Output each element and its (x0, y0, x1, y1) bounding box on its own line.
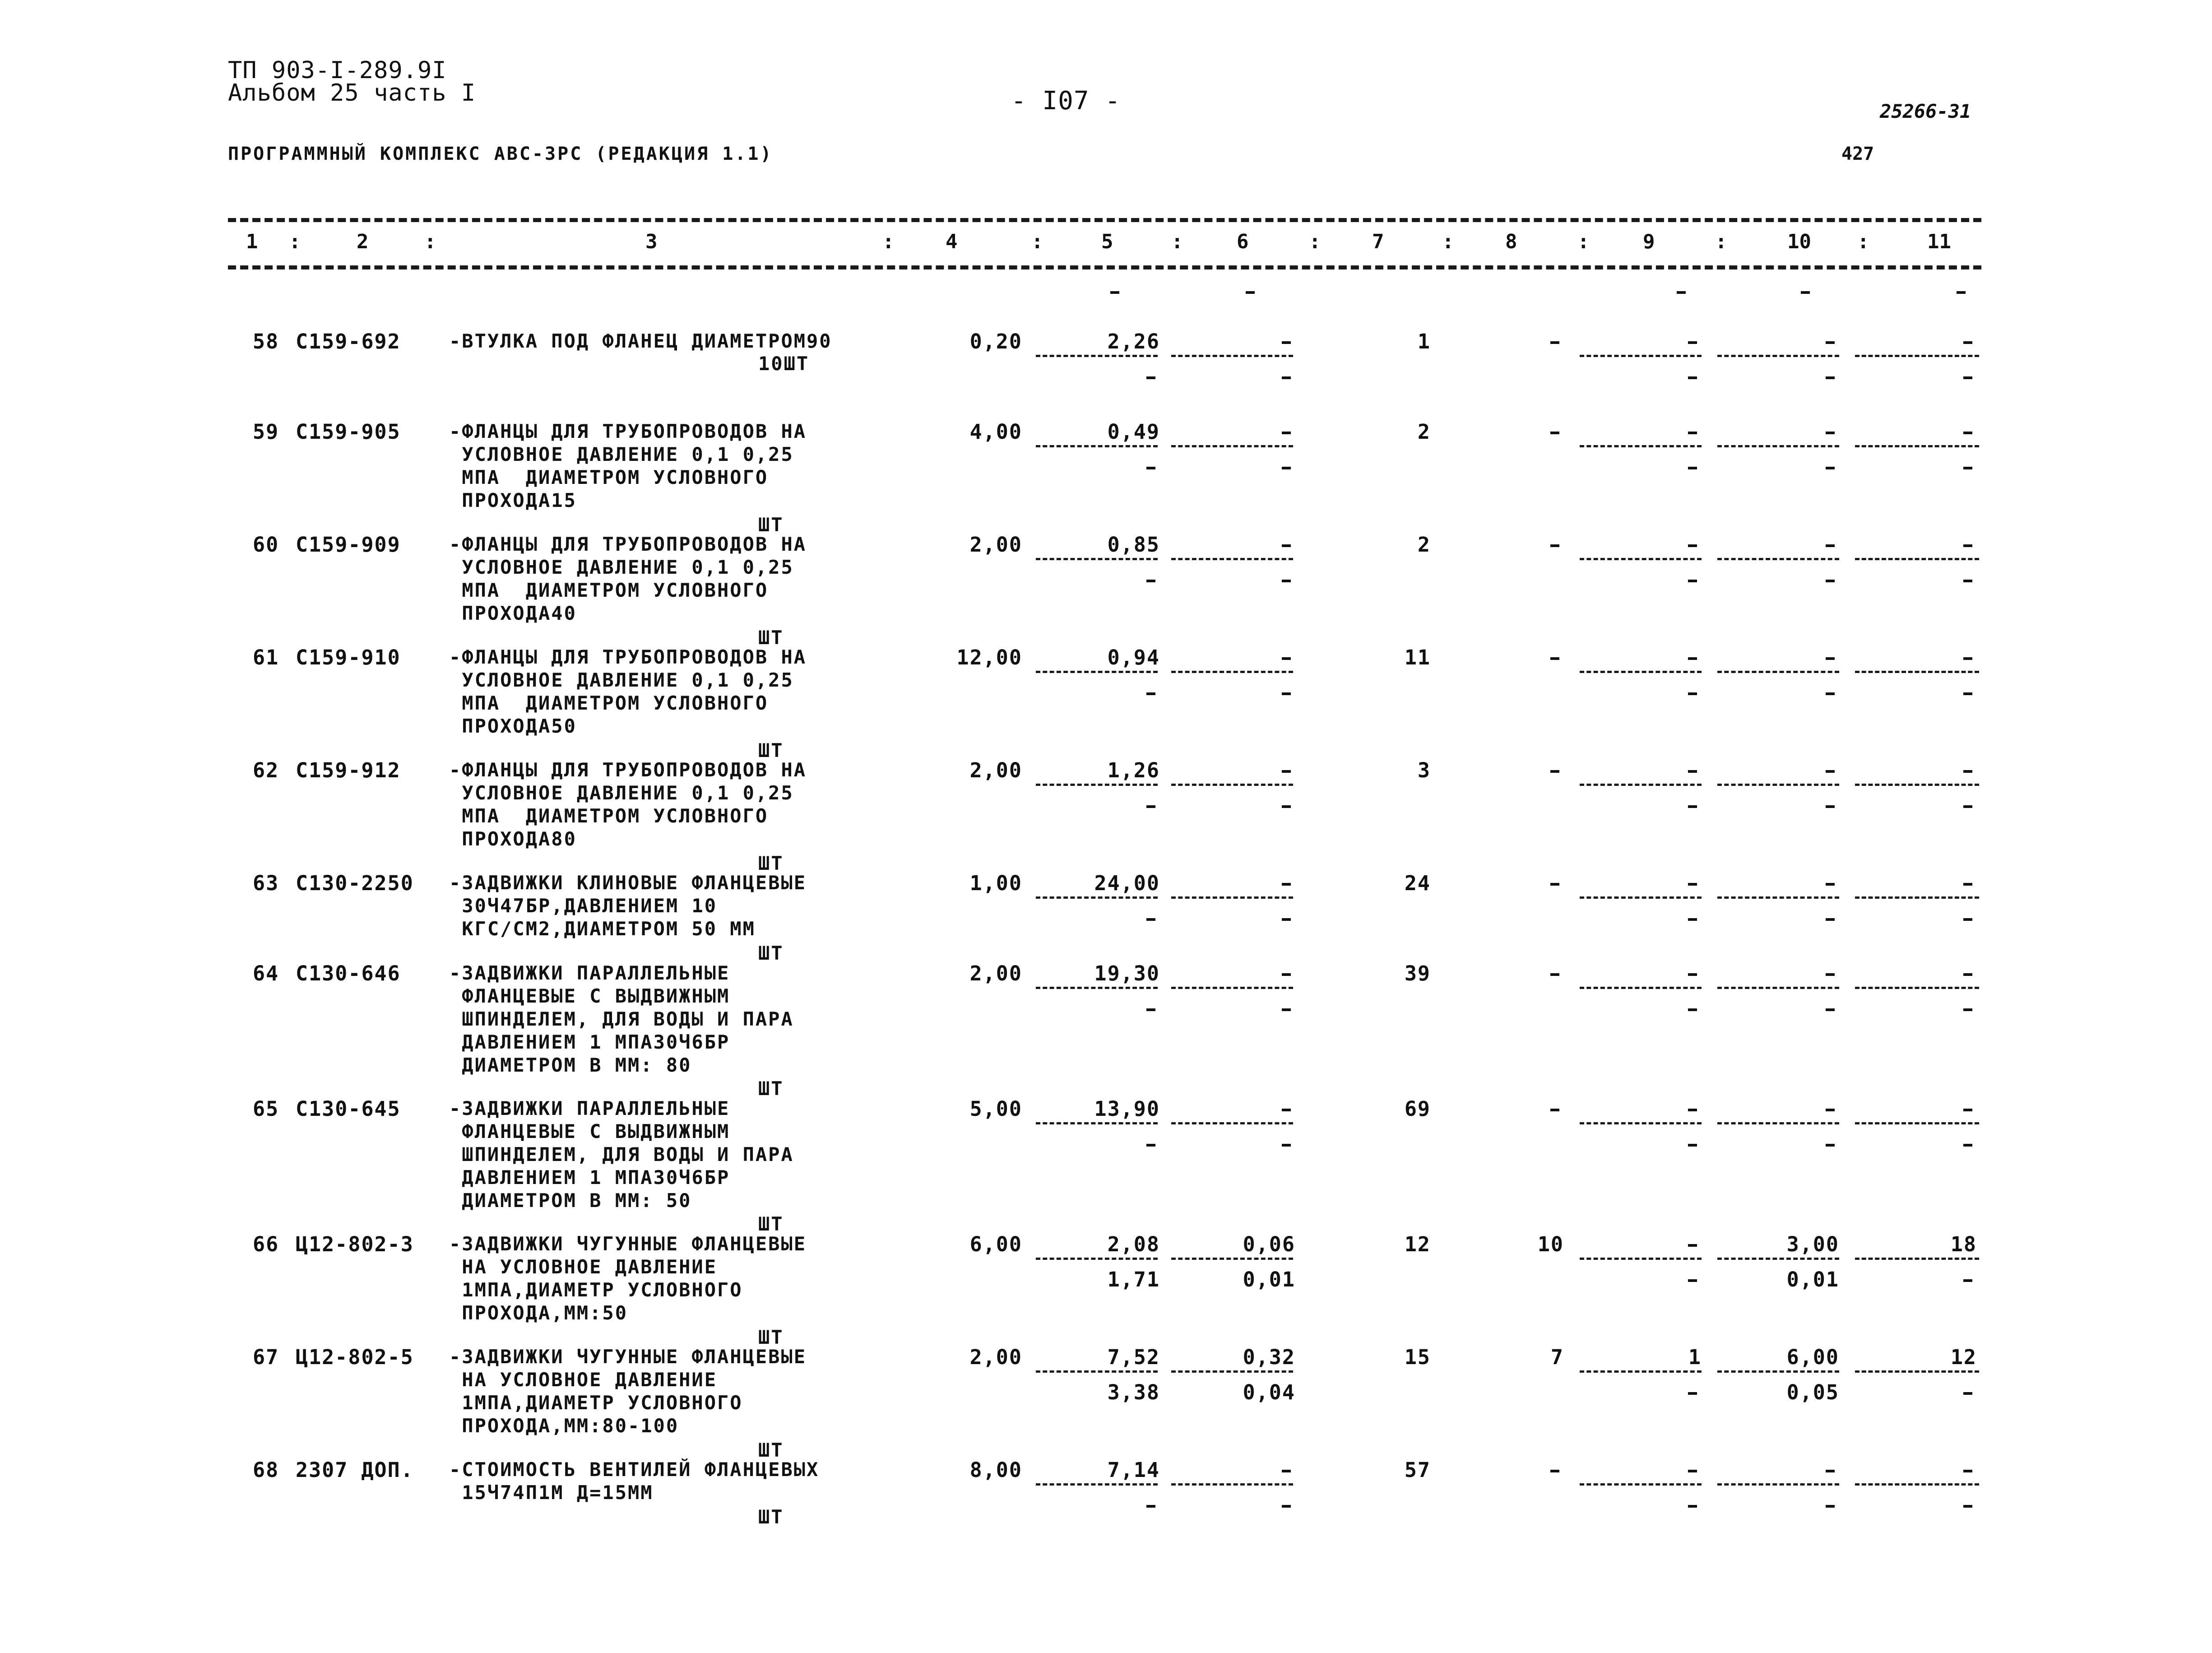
col7-value: 12 (1404, 1232, 1431, 1256)
column-number-4: 4 (946, 230, 958, 253)
col5-bottom: 1,71 (1107, 1268, 1160, 1291)
item-code: С159-692 (296, 330, 401, 353)
split-rule (1036, 784, 1158, 786)
split-rule (1036, 558, 1158, 560)
col10-bottom-dash (1826, 467, 1835, 469)
col9-top-dash (1688, 770, 1697, 773)
quantity: 8,00 (969, 1458, 1022, 1482)
col6-bottom: 0,01 (1243, 1268, 1295, 1291)
split-rule (1855, 1122, 1979, 1124)
item-description: -ЗАДВИЖКИ ЧУГУННЫЕ ФЛАНЦЕВЫЕ НА УСЛОВНОЕ ДАВЛЕНИЕ 1МПА,ДИАМЕТР УСЛОВНОГО ПРОХОДА,ММ:80-100 (449, 1346, 807, 1437)
col6-bottom-dash (1282, 376, 1291, 379)
item-code: С159-909 (296, 533, 401, 557)
col9-bottom-dash (1688, 1008, 1697, 1011)
split-rule (1717, 355, 1839, 357)
col11-top: 12 (1950, 1345, 1977, 1369)
column-separator: : (1857, 230, 1869, 253)
carry-dash-mark (1801, 291, 1810, 294)
col7-value: 15 (1404, 1345, 1431, 1369)
column-separator: : (1577, 230, 1590, 253)
col5-bottom-dash (1146, 805, 1155, 808)
column-separator: : (1442, 230, 1454, 253)
col8-value-dash (1550, 657, 1559, 660)
item-code: С159-905 (296, 420, 401, 444)
col7-value: 39 (1404, 961, 1431, 985)
quantity: 5,00 (969, 1097, 1022, 1121)
item-code: С159-910 (296, 645, 401, 669)
col5-top: 0,49 (1107, 420, 1160, 444)
column-number-3: 3 (645, 230, 658, 253)
col5-top: 0,85 (1107, 533, 1160, 557)
unit-of-measure: ШТ (758, 1077, 784, 1100)
row-number: 67 (253, 1345, 279, 1369)
item-description: -ЗАДВИЖКИ ЧУГУННЫЕ ФЛАНЦЕВЫЕ НА УСЛОВНОЕ ДАВЛЕНИЕ 1МПА,ДИАМЕТР УСЛОВНОГО ПРОХОДА,ММ:50 (449, 1233, 807, 1324)
split-rule (1855, 987, 1979, 989)
split-rule (1855, 1483, 1979, 1486)
col7-value: 2 (1417, 533, 1431, 557)
col11-top-dash (1963, 341, 1972, 344)
col6-bottom-dash (1282, 1505, 1291, 1508)
col11-top-dash (1963, 657, 1972, 660)
col10-top-dash (1826, 1109, 1835, 1111)
col7-value: 3 (1417, 758, 1431, 782)
col7-value: 69 (1404, 1097, 1431, 1121)
col10-top-dash (1826, 544, 1835, 547)
col6-bottom-dash (1282, 692, 1291, 695)
split-rule (1171, 896, 1293, 899)
col9-top-dash (1688, 432, 1697, 434)
column-number-5: 5 (1101, 230, 1113, 253)
split-rule (1855, 445, 1979, 447)
col6-top: 0,06 (1243, 1232, 1295, 1256)
col8-value-dash (1550, 341, 1559, 344)
item-description: -ФЛАНЦЫ ДЛЯ ТРУБОПРОВОДОВ НА УСЛОВНОЕ ДАВЛЕНИЕ 0,1 0,25 МПА ДИАМЕТРОМ УСЛОВНОГО ПРОХОДА50 (449, 646, 807, 737)
col7-value: 24 (1404, 871, 1431, 895)
column-separator: : (882, 230, 895, 253)
col5-top: 13,90 (1094, 1097, 1160, 1121)
column-number-10: 10 (1787, 230, 1811, 253)
row-number: 64 (253, 961, 279, 985)
col5-bottom-dash (1146, 1505, 1155, 1508)
col9-bottom-dash (1688, 376, 1697, 379)
col7-value: 2 (1417, 420, 1431, 444)
split-rule (1036, 1483, 1158, 1486)
item-code: С130-2250 (296, 871, 414, 895)
split-rule (1171, 445, 1293, 447)
item-description: -ЗАДВИЖКИ ПАРАЛЛЕЛЬНЫЕ ФЛАНЦЕВЫЕ С ВЫДВИЖНЫМ ШПИНДЕЛЕМ, ДЛЯ ВОДЫ И ПАРА ДАВЛЕНИЕМ 1 МПА30Ч6БР ДИАМЕТРОМ В ММ: 50 (449, 1097, 794, 1212)
row-number: 66 (253, 1232, 279, 1256)
col9-bottom-dash (1688, 692, 1697, 695)
col10-top: 3,00 (1786, 1232, 1839, 1256)
row-number: 59 (253, 420, 279, 444)
col11-top: 18 (1950, 1232, 1977, 1256)
row-number: 62 (253, 758, 279, 782)
quantity: 2,00 (969, 1345, 1022, 1369)
col9-top-dash (1688, 657, 1697, 660)
col8-value-dash (1550, 770, 1559, 773)
split-rule (1717, 445, 1839, 447)
col9-bottom-dash (1688, 918, 1697, 921)
col5-bottom-dash (1146, 692, 1155, 695)
split-rule (1036, 1370, 1158, 1373)
col10-top-dash (1826, 432, 1835, 434)
quantity: 2,00 (969, 961, 1022, 985)
col6-bottom-dash (1282, 1144, 1291, 1147)
split-rule (1171, 355, 1293, 357)
col8-value-dash (1550, 883, 1559, 886)
col6-bottom-dash (1282, 805, 1291, 808)
item-description: -ВТУЛКА ПОД ФЛАНЕЦ ДИАМЕТРОМ90 (449, 330, 832, 352)
col11-bottom-dash (1963, 1279, 1972, 1282)
col9-top-dash (1688, 544, 1697, 547)
col6-bottom-dash (1282, 467, 1291, 469)
unit-of-measure: 10ШТ (758, 353, 810, 375)
column-number-6: 6 (1237, 230, 1249, 253)
split-rule (1580, 558, 1702, 560)
col11-bottom-dash (1963, 580, 1972, 582)
archive-stamp: 25266-31 (1880, 100, 1971, 122)
split-rule (1717, 1370, 1839, 1373)
col11-bottom-dash (1963, 376, 1972, 379)
split-rule (1717, 671, 1839, 673)
row-number: 61 (253, 645, 279, 669)
column-separator: : (1171, 230, 1183, 253)
split-rule (1036, 445, 1158, 447)
col10-bottom: 0,05 (1786, 1380, 1839, 1404)
col6-top: 0,32 (1243, 1345, 1295, 1369)
carry-dash-mark (1677, 291, 1686, 294)
column-number-9: 9 (1643, 230, 1655, 253)
col9-bottom-dash (1688, 1144, 1697, 1147)
col8-value-dash (1550, 1470, 1559, 1472)
col10-bottom-dash (1826, 376, 1835, 379)
col5-top: 0,94 (1107, 645, 1160, 669)
col11-bottom-dash (1963, 805, 1972, 808)
col11-top-dash (1963, 432, 1972, 434)
unit-of-measure: ШТ (758, 739, 784, 761)
unit-of-measure: ШТ (758, 1326, 784, 1348)
unit-of-measure: ШТ (758, 852, 784, 874)
col6-bottom-dash (1282, 580, 1291, 582)
col6-top-dash (1282, 883, 1291, 886)
col10-top-dash (1826, 770, 1835, 773)
col11-top-dash (1963, 883, 1972, 886)
program-title: ПРОГРАММНЫЙ КОМПЛЕКС АВС-3РС (РЕДАКЦИЯ 1.1) (228, 144, 773, 164)
column-separator: : (289, 230, 301, 253)
column-separator: : (1031, 230, 1043, 253)
col6-bottom: 0,04 (1243, 1380, 1295, 1404)
col10-bottom-dash (1826, 918, 1835, 921)
col11-bottom-dash (1963, 1392, 1972, 1395)
col10-bottom-dash (1826, 692, 1835, 695)
split-rule (1717, 987, 1839, 989)
split-rule (1036, 1122, 1158, 1124)
split-rule (1717, 784, 1839, 786)
quantity: 0,20 (969, 330, 1022, 353)
item-code: С130-645 (296, 1097, 401, 1121)
column-separator: : (1309, 230, 1321, 253)
col9-top-dash (1688, 883, 1697, 886)
col10-bottom: 0,01 (1786, 1268, 1839, 1291)
column-separator: : (1715, 230, 1727, 253)
item-description: -ФЛАНЦЫ ДЛЯ ТРУБОПРОВОДОВ НА УСЛОВНОЕ ДАВЛЕНИЕ 0,1 0,25 МПА ДИАМЕТРОМ УСЛОВНОГО ПРОХОДА80 (449, 759, 807, 850)
col10-bottom-dash (1826, 805, 1835, 808)
col9-bottom-dash (1688, 1505, 1697, 1508)
split-rule (1855, 1258, 1979, 1260)
split-rule (1855, 558, 1979, 560)
row-number: 65 (253, 1097, 279, 1121)
col10-top-dash (1826, 883, 1835, 886)
col8-value: 7 (1550, 1345, 1564, 1369)
split-rule (1717, 1122, 1839, 1124)
split-rule (1717, 1258, 1839, 1260)
col9-top-dash (1688, 1470, 1697, 1472)
col11-bottom-dash (1963, 467, 1972, 469)
col10-top-dash (1826, 341, 1835, 344)
item-code: 2307 ДОП. (296, 1458, 414, 1482)
sheet-number: 427 (1841, 144, 1874, 164)
col9-top-dash (1688, 1109, 1697, 1111)
col5-top: 7,52 (1107, 1345, 1160, 1369)
col11-top-dash (1963, 544, 1972, 547)
col5-bottom-dash (1146, 376, 1155, 379)
column-number-11: 11 (1927, 230, 1951, 253)
header-bottom-rule (228, 265, 1981, 269)
split-rule (1580, 1370, 1702, 1373)
col11-bottom-dash (1963, 692, 1972, 695)
row-number: 68 (253, 1458, 279, 1482)
unit-of-measure: ШТ (758, 942, 784, 964)
col11-bottom-dash (1963, 918, 1972, 921)
row-number: 58 (253, 330, 279, 353)
carry-dash-mark (1110, 291, 1119, 294)
col11-top-dash (1963, 1109, 1972, 1111)
col9-bottom-dash (1688, 467, 1697, 469)
split-rule (1580, 1483, 1702, 1486)
col6-top-dash (1282, 432, 1291, 434)
item-code: С159-912 (296, 758, 401, 782)
split-rule (1036, 987, 1158, 989)
unit-of-measure: ШТ (758, 1506, 784, 1528)
col8-value-dash (1550, 432, 1559, 434)
col10-top-dash (1826, 973, 1835, 976)
split-rule (1171, 1258, 1293, 1260)
split-rule (1171, 671, 1293, 673)
col8-value: 10 (1537, 1232, 1564, 1256)
split-rule (1036, 1258, 1158, 1260)
col6-top-dash (1282, 770, 1291, 773)
col8-value-dash (1550, 544, 1559, 547)
unit-of-measure: ШТ (758, 514, 784, 536)
quantity: 4,00 (969, 420, 1022, 444)
col9-bottom-dash (1688, 1279, 1697, 1282)
quantity: 1,00 (969, 871, 1022, 895)
col6-top-dash (1282, 657, 1291, 660)
col11-top-dash (1963, 1470, 1972, 1472)
col10-bottom-dash (1826, 580, 1835, 582)
item-description: -СТОИМОСТЬ ВЕНТИЛЕЙ ФЛАНЦЕВЫХ 15Ч74П1М Д=15ММ (449, 1458, 820, 1504)
split-rule (1717, 1483, 1839, 1486)
col10-top-dash (1826, 1470, 1835, 1472)
col5-bottom: 3,38 (1107, 1380, 1160, 1404)
col5-top: 19,30 (1094, 961, 1160, 985)
split-rule (1171, 558, 1293, 560)
unit-of-measure: ШТ (758, 1439, 784, 1461)
quantity: 2,00 (969, 758, 1022, 782)
split-rule (1580, 784, 1702, 786)
split-rule (1855, 784, 1979, 786)
col5-top: 2,08 (1107, 1232, 1160, 1256)
col9-bottom-dash (1688, 805, 1697, 808)
col5-top: 7,14 (1107, 1458, 1160, 1482)
col5-bottom-dash (1146, 580, 1155, 582)
split-rule (1171, 784, 1293, 786)
row-number: 60 (253, 533, 279, 557)
split-rule (1580, 355, 1702, 357)
item-description: -ЗАДВИЖКИ ПАРАЛЛЕЛЬНЫЕ ФЛАНЦЕВЫЕ С ВЫДВИЖНЫМ ШПИНДЕЛЕМ, ДЛЯ ВОДЫ И ПАРА ДАВЛЕНИЕМ 1 МПА30Ч6БР ДИАМЕТРОМ В ММ: 80 (449, 962, 794, 1076)
item-code: Ц12-802-5 (296, 1345, 414, 1369)
column-number-2: 2 (357, 230, 369, 253)
col10-bottom-dash (1826, 1505, 1835, 1508)
split-rule (1855, 896, 1979, 899)
header-top-rule (228, 218, 1981, 222)
split-rule (1717, 558, 1839, 560)
column-number-1: 1 (246, 230, 258, 253)
column-number-8: 8 (1505, 230, 1517, 253)
row-number: 63 (253, 871, 279, 895)
column-number-7: 7 (1372, 230, 1384, 253)
album-label: Альбом 25 часть I (228, 79, 476, 107)
col10-top: 6,00 (1786, 1345, 1839, 1369)
split-rule (1171, 1370, 1293, 1373)
col9-bottom-dash (1688, 1392, 1697, 1395)
col7-value: 11 (1404, 645, 1431, 669)
carry-dash-mark (1957, 291, 1966, 294)
col11-bottom-dash (1963, 1008, 1972, 1011)
col8-value-dash (1550, 973, 1559, 976)
split-rule (1036, 355, 1158, 357)
split-rule (1580, 1258, 1702, 1260)
col9-top-dash (1688, 341, 1697, 344)
col6-top-dash (1282, 544, 1291, 547)
col5-top: 24,00 (1094, 871, 1160, 895)
col10-bottom-dash (1826, 1008, 1835, 1011)
item-description: -ЗАДВИЖКИ КЛИНОВЫЕ ФЛАНЦЕВЫЕ 30Ч47БР,ДАВЛЕНИЕМ 10 КГС/СМ2,ДИАМЕТРОМ 50 ММ (449, 872, 807, 940)
page-number: - I07 - (1011, 86, 1121, 116)
col5-top: 1,26 (1107, 758, 1160, 782)
column-separator: : (424, 230, 436, 253)
quantity: 2,00 (969, 533, 1022, 557)
col6-bottom-dash (1282, 918, 1291, 921)
item-code: Ц12-802-3 (296, 1232, 414, 1256)
split-rule (1580, 896, 1702, 899)
col9-top-dash (1688, 973, 1697, 976)
col6-top-dash (1282, 1109, 1291, 1111)
split-rule (1855, 1370, 1979, 1373)
col5-bottom-dash (1146, 918, 1155, 921)
split-rule (1036, 671, 1158, 673)
quantity: 6,00 (969, 1232, 1022, 1256)
col10-top-dash (1826, 657, 1835, 660)
split-rule (1580, 445, 1702, 447)
col6-top-dash (1282, 973, 1291, 976)
col6-top-dash (1282, 1470, 1291, 1472)
col9-top-dash (1688, 1244, 1697, 1247)
col6-top-dash (1282, 341, 1291, 344)
unit-of-measure: ШТ (758, 627, 784, 649)
split-rule (1036, 896, 1158, 899)
col8-value-dash (1550, 1109, 1559, 1111)
split-rule (1855, 671, 1979, 673)
col6-bottom-dash (1282, 1008, 1291, 1011)
split-rule (1171, 1122, 1293, 1124)
col5-bottom-dash (1146, 1008, 1155, 1011)
split-rule (1171, 987, 1293, 989)
unit-of-measure: ШТ (758, 1213, 784, 1235)
carry-dash-mark (1246, 291, 1255, 294)
split-rule (1717, 896, 1839, 899)
col5-bottom-dash (1146, 467, 1155, 469)
split-rule (1580, 987, 1702, 989)
item-description: -ФЛАНЦЫ ДЛЯ ТРУБОПРОВОДОВ НА УСЛОВНОЕ ДАВЛЕНИЕ 0,1 0,25 МПА ДИАМЕТРОМ УСЛОВНОГО ПРОХОДА15 (449, 420, 807, 511)
col11-bottom-dash (1963, 1505, 1972, 1508)
split-rule (1171, 1483, 1293, 1486)
col9-bottom-dash (1688, 580, 1697, 582)
col11-bottom-dash (1963, 1144, 1972, 1147)
col7-value: 57 (1404, 1458, 1431, 1482)
col9-top: 1 (1688, 1345, 1702, 1369)
split-rule (1580, 1122, 1702, 1124)
item-code: С130-646 (296, 961, 401, 985)
col5-bottom-dash (1146, 1144, 1155, 1147)
col10-bottom-dash (1826, 1144, 1835, 1147)
doc-code: ТП 903-I-289.9I (228, 57, 447, 84)
quantity: 12,00 (956, 645, 1022, 669)
split-rule (1580, 671, 1702, 673)
col11-top-dash (1963, 973, 1972, 976)
col7-value: 1 (1417, 330, 1431, 353)
split-rule (1855, 355, 1979, 357)
col11-top-dash (1963, 770, 1972, 773)
item-description: -ФЛАНЦЫ ДЛЯ ТРУБОПРОВОДОВ НА УСЛОВНОЕ ДАВЛЕНИЕ 0,1 0,25 МПА ДИАМЕТРОМ УСЛОВНОГО ПРОХОДА40 (449, 533, 807, 624)
col5-top: 2,26 (1107, 330, 1160, 353)
